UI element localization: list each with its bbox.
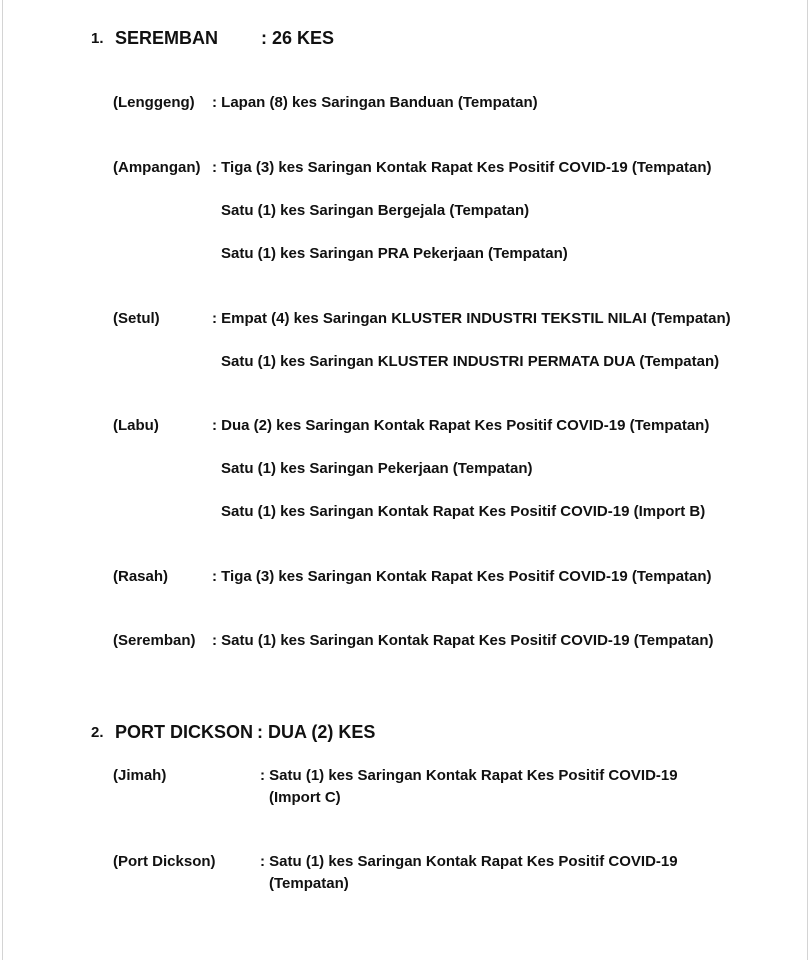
case-line: Satu (1) kes Saringan PRA Pekerjaan (Tempatan) xyxy=(221,245,568,262)
section-number: 1. xyxy=(91,30,104,47)
case-line: Satu (1) kes Saringan Kontak Rapat Kes Positif COVID-19 (Import B) xyxy=(221,503,706,520)
case-line: : Lapan (8) kes Saringan Banduan (Tempatan) xyxy=(212,94,538,111)
area-label-port-dickson: (Port Dickson) xyxy=(113,853,216,870)
area-label-labu: (Labu) xyxy=(113,417,159,434)
case-line: (Tempatan) xyxy=(269,875,349,892)
case-line: : Tiga (3) kes Saringan Kontak Rapat Kes Positif COVID-19 (Tempatan) xyxy=(212,159,712,176)
section-name: PORT DICKSON xyxy=(115,722,254,742)
case-line: (Import C) xyxy=(269,789,341,806)
case-line: : Dua (2) kes Saringan Kontak Rapat Kes Positif COVID-19 (Tempatan) xyxy=(212,417,710,434)
case-line: : Tiga (3) kes Saringan Kontak Rapat Kes Positif COVID-19 (Tempatan) xyxy=(212,568,712,585)
case-line: : Satu (1) kes Saringan Kontak Rapat Kes Positif COVID-19 xyxy=(260,853,678,870)
case-line: : Satu (1) kes Saringan Kontak Rapat Kes Positif COVID-19 xyxy=(260,767,678,784)
case-line: Satu (1) kes Saringan Pekerjaan (Tempatan) xyxy=(221,460,533,477)
case-line: Satu (1) kes Saringan Bergejala (Tempatan) xyxy=(221,202,530,219)
area-label-jimah: (Jimah) xyxy=(113,767,167,784)
document-page xyxy=(2,0,808,960)
case-line: : Satu (1) kes Saringan Kontak Rapat Kes Positif COVID-19 (Tempatan) xyxy=(212,632,714,649)
case-line: : Empat (4) kes Saringan KLUSTER INDUSTRI TEKSTIL NILAI (Tempatan) xyxy=(212,310,731,327)
area-label-rasah: (Rasah) xyxy=(113,568,169,585)
area-label-setul: (Setul) xyxy=(113,310,160,327)
section-name: SEREMBAN xyxy=(115,28,219,48)
section-case-count: : DUA (2) KES xyxy=(257,722,376,742)
section-number: 2. xyxy=(91,724,104,741)
area-label-lenggeng: (Lenggeng) xyxy=(113,94,195,111)
area-label-seremban: (Seremban) xyxy=(113,632,196,649)
case-line: Satu (1) kes Saringan KLUSTER INDUSTRI PERMATA DUA (Tempatan) xyxy=(221,353,720,370)
section-case-count: : 26 KES xyxy=(261,28,335,48)
area-label-ampangan: (Ampangan) xyxy=(113,159,201,176)
